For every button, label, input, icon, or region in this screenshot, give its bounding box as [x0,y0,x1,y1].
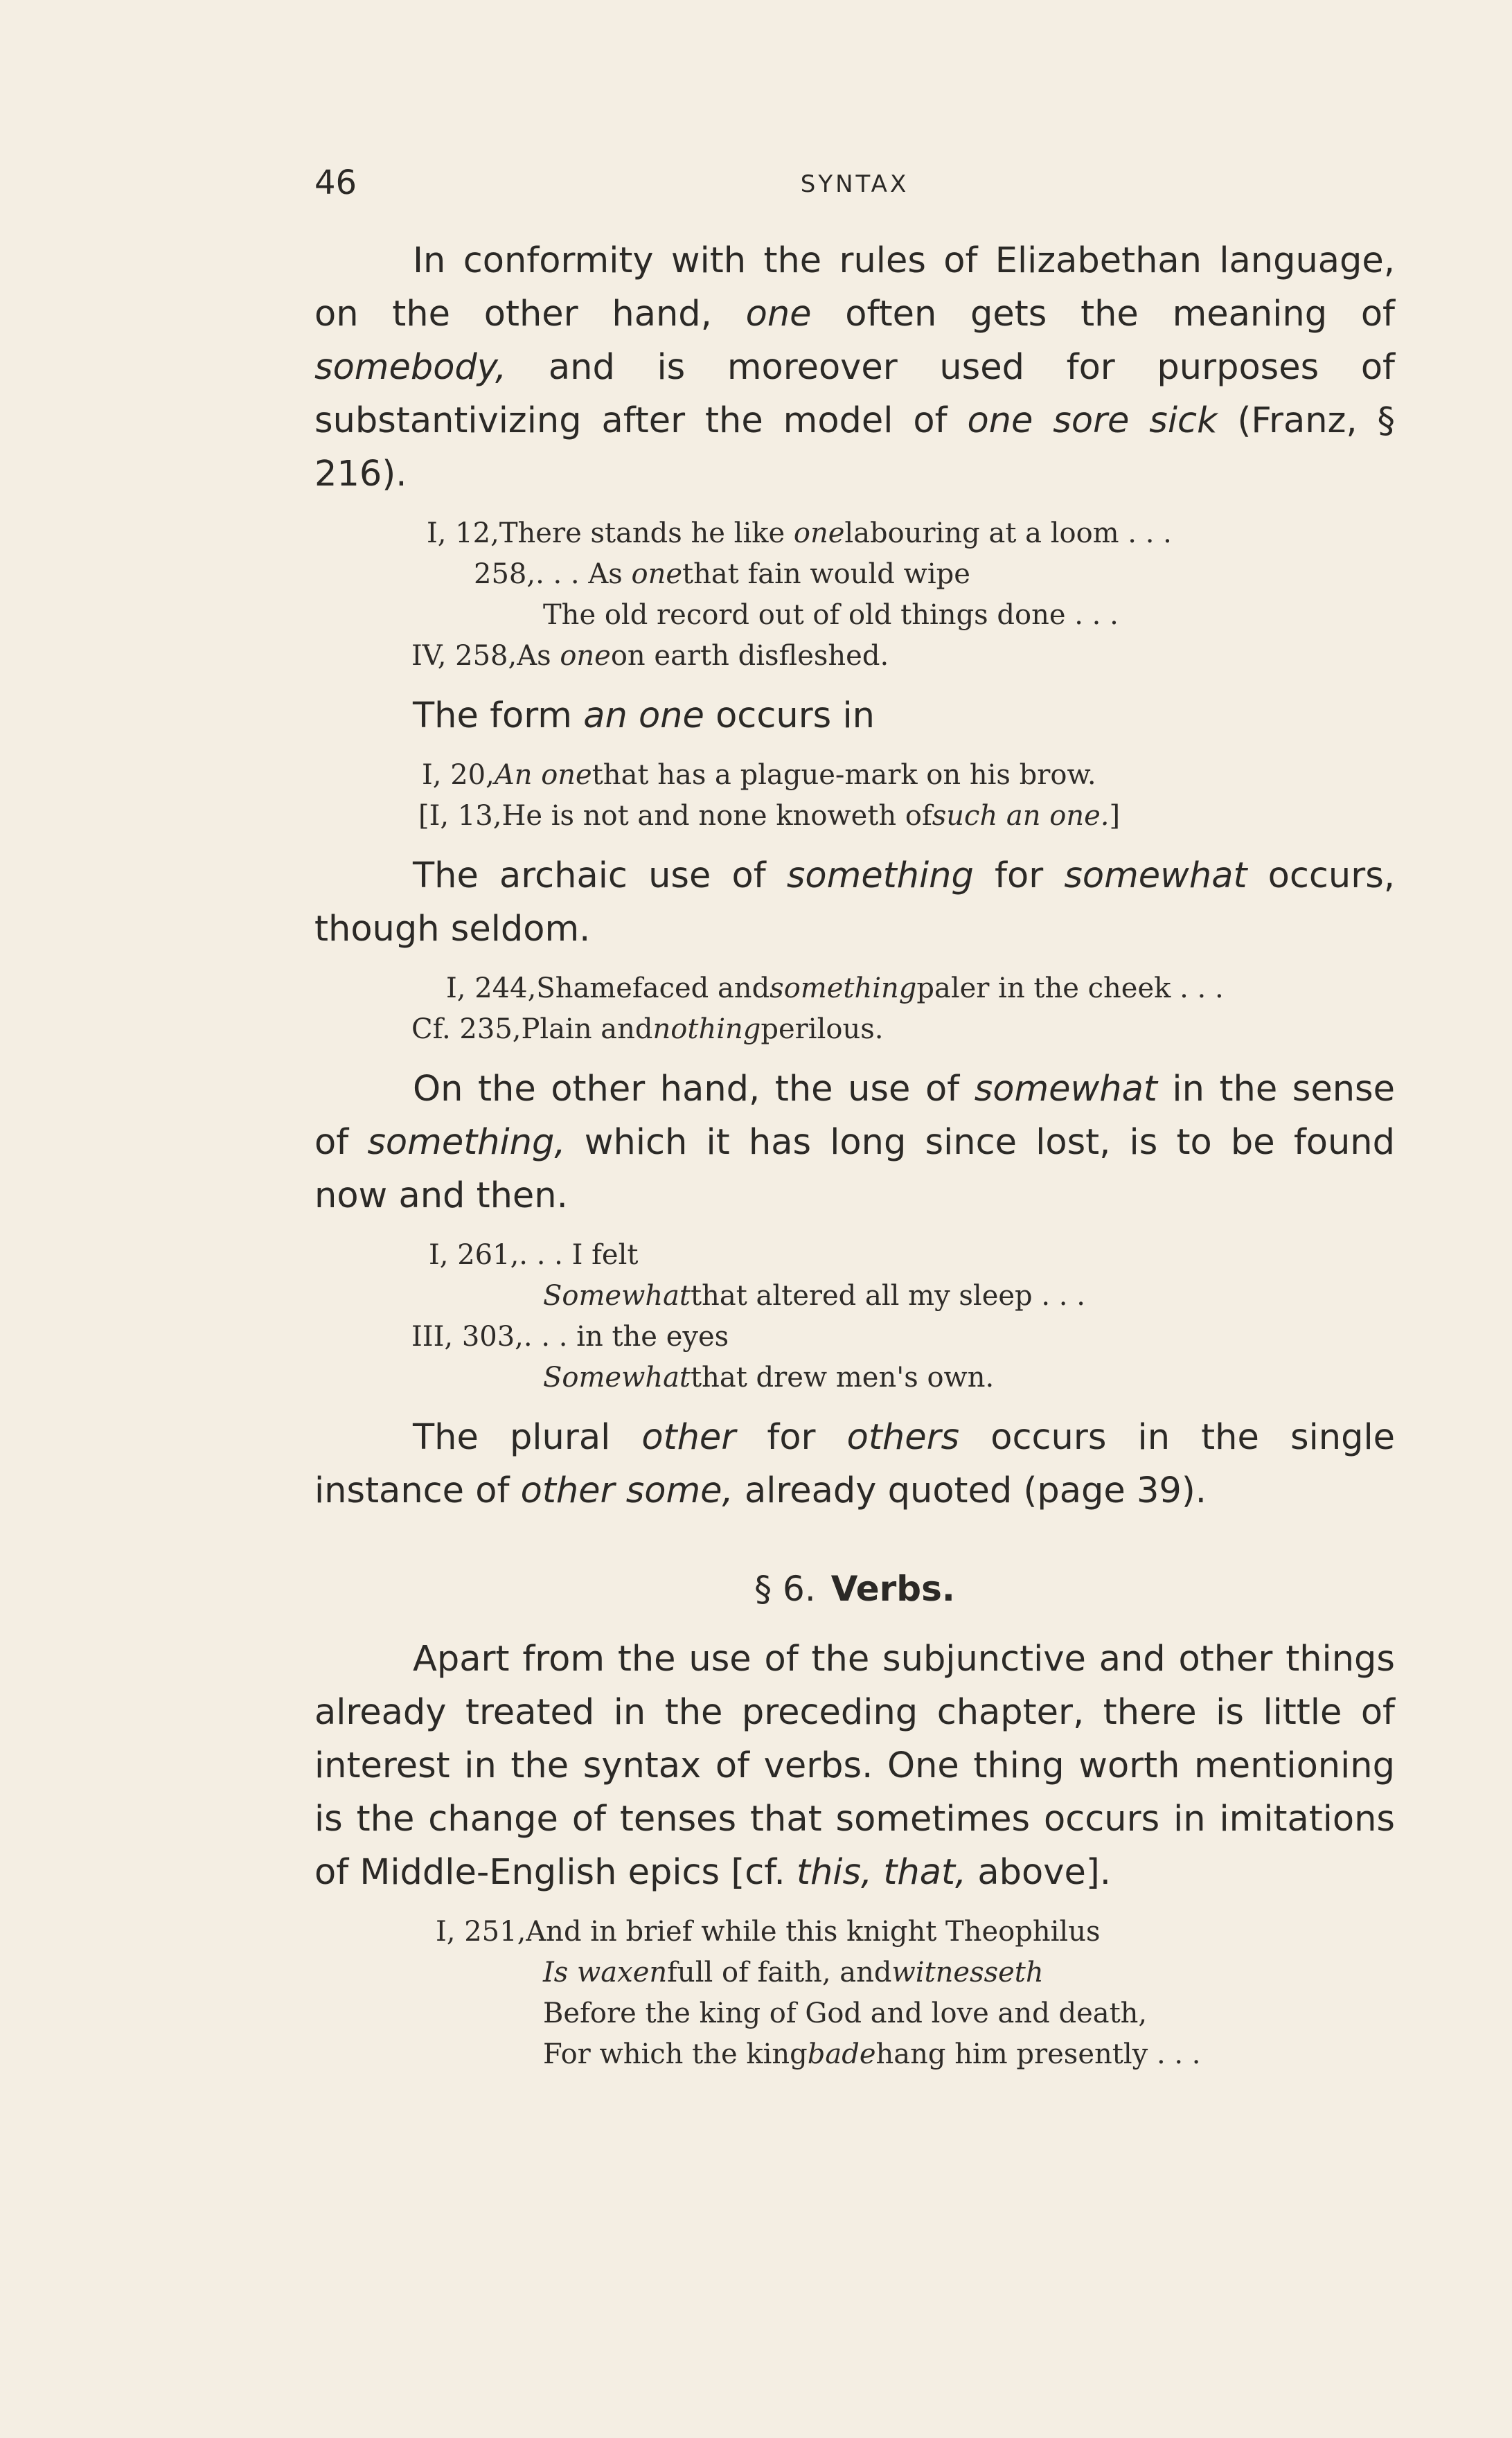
quote-line: The old record out of old things done . . . [543,599,1119,631]
paragraph-an-one: The form an one occurs in [413,695,875,736]
section-number: § 6. [754,1569,816,1609]
quote-line: Cf. 235, Plain and nothing perilous. [411,1013,884,1045]
quote-line: Before the king of God and love and death, [543,1997,1148,2029]
running-title: SYNTAX [800,170,909,198]
quote-line: I, 251, And in brief while this knight Theophilus [436,1916,1101,1948]
quote-line: Somewhat that drew men's own. [543,1362,995,1394]
quotation-block-five [314,1912,1395,2075]
page-body [314,234,1395,2088]
quote-line: III, 303, . . . in the eyes [411,1321,729,1353]
paragraph-one-meaning: In conformity with the rules of Elizabethan language, on the other hand, one often gets the meaning of somebody, and is moreover used for purposes of substantivizing after the model of one sore sick (Franz, § 216). [314,240,1396,495]
paragraph-plural-other: The plural other for others occurs in the single instance of other some, already quoted (page 39). [314,1417,1395,1511]
quote-line: Somewhat that altered all my sleep . . . [543,1280,1085,1312]
quotation-block-two [314,755,1395,837]
quotation-block-three [314,968,1395,1050]
quote-line: I, 20, An one that has a plague-mark on his brow. [422,759,1096,791]
section-title: Verbs. [830,1569,955,1609]
quote-line: IV, 258, As one on earth disfleshed. [411,640,889,672]
quote-line: I, 244, Shamefaced and something paler in the cheek . . . [446,972,1224,1004]
quote-line: I, 12, There stands he like one labouring at a loom . . . [427,517,1172,549]
quotation-block-one [314,513,1395,677]
quote-line: Is waxen full of faith, and witnesseth [543,1957,1044,1988]
quote-line: [I, 13, He is not and none knoweth of such an one. ] [418,800,1121,832]
page-number: 46 [314,163,357,202]
quotation-block-four [314,1235,1395,1398]
running-header [314,163,1395,205]
paragraph-somewhat: On the other hand, the use of somewhat in the sense of something, which it has long since lost, is to be found now and then. [314,1069,1395,1216]
quote-line: 258, . . . As one that fain would wipe [474,558,970,590]
quote-line: For which the king bade hang him presently . . . [543,2038,1201,2070]
paragraph-something: The archaic use of something for somewhat occurs, though seldom. [314,855,1395,950]
quote-line: I, 261, . . . I felt [429,1239,639,1271]
paragraph-verbs: Apart from the use of the subjunctive and other things already treated in the preceding chapter, there is little of interest in the syntax of verbs. One thing worth mentioning is the change of tenses that sometimes occurs in imitations of Middle-English epics [cf. this, that, above]. [314,1639,1395,1893]
section-heading [314,1565,1395,1613]
